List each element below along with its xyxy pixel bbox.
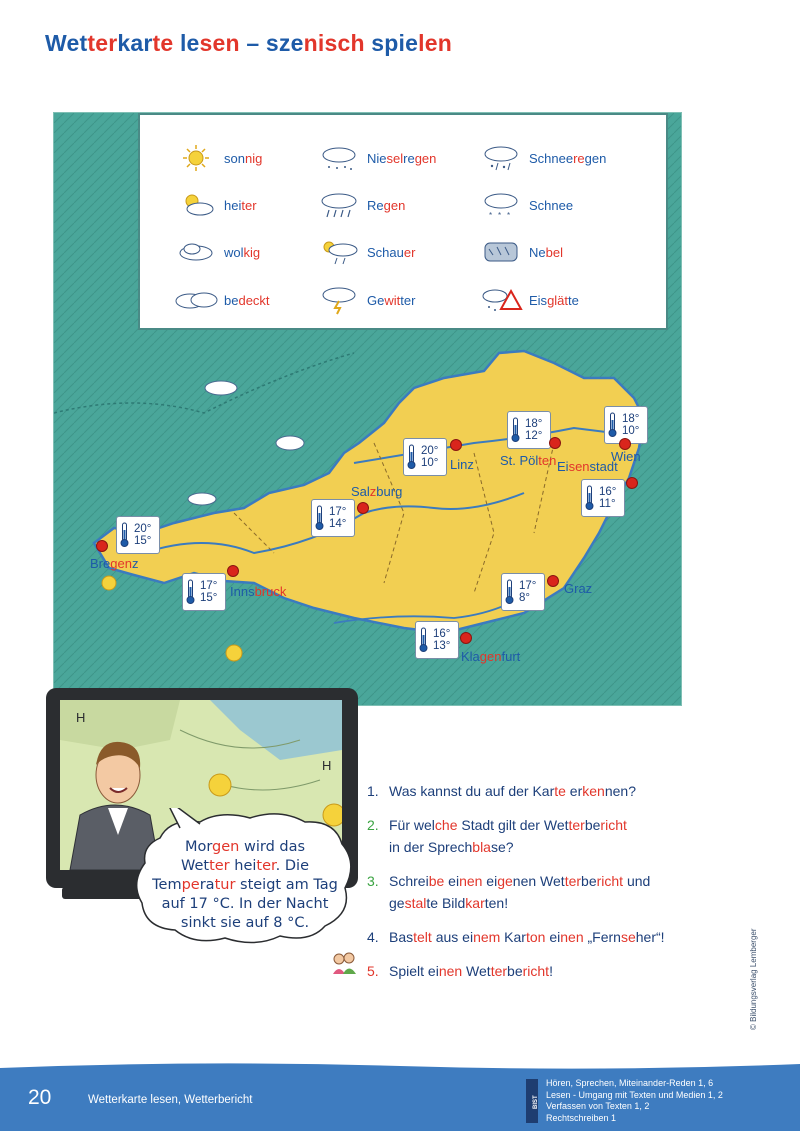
- syllable: nen?: [604, 783, 636, 799]
- syllable: stadt: [589, 459, 618, 474]
- syllable: er: [565, 783, 583, 799]
- temperature-values: [134, 523, 151, 547]
- syllable-highlight: gen: [383, 197, 406, 213]
- syllable: Schnee: [529, 150, 574, 166]
- syllable-highlight: ten: [538, 453, 557, 468]
- legend-label: [529, 293, 579, 308]
- syllable-highlight: glät: [547, 292, 569, 308]
- bubble-line: [145, 876, 345, 895]
- syllable: z: [131, 556, 139, 571]
- city-marker: [96, 540, 108, 552]
- syllable: gen: [584, 150, 607, 166]
- page-number: 20: [28, 1086, 52, 1109]
- bubble-line: [145, 895, 345, 914]
- syllable: Kla: [461, 649, 480, 664]
- temp-high: 18°: [525, 418, 543, 430]
- temp-low: 15°: [200, 592, 218, 604]
- legend-label: [367, 198, 405, 213]
- syllable: re: [403, 150, 415, 166]
- temp-high: 20°: [421, 445, 439, 457]
- temperature-card: [581, 479, 625, 517]
- syllable: Linz: [450, 457, 474, 472]
- syllable: se?: [490, 839, 514, 855]
- legend-item: [172, 285, 270, 315]
- syllable-highlight: ter: [568, 817, 585, 833]
- city-marker: [547, 575, 559, 587]
- temp-low: 14°: [329, 518, 347, 530]
- temp-high: 17°: [519, 580, 537, 592]
- syllable-highlight: richt: [522, 963, 550, 979]
- thunderstorm-icon: [315, 285, 363, 315]
- speech-bubble-text: [145, 838, 345, 933]
- temperature-card: [501, 573, 545, 611]
- temperature-values: [329, 506, 346, 530]
- task-line: [367, 892, 717, 914]
- syllable: Nie: [367, 150, 387, 166]
- competency-item: Verfassen von Texten 1, 2: [546, 1101, 650, 1111]
- syllable: be: [507, 963, 523, 979]
- legend-item: [172, 190, 257, 220]
- title-part: len: [418, 30, 452, 56]
- syllable: Ne: [529, 244, 546, 260]
- temperature-values: [421, 445, 438, 469]
- footer-title: Wetterkarte lesen, Wetterbericht: [88, 1094, 253, 1106]
- syllable: furt: [501, 649, 521, 664]
- temperature-values: [622, 413, 639, 437]
- snow-icon: [477, 190, 525, 220]
- temp-low: 12°: [525, 430, 543, 442]
- syllable: und: [623, 873, 651, 889]
- task-item: [367, 926, 717, 948]
- syllable-highlight: nem: [473, 929, 501, 945]
- temperature-card: [403, 438, 447, 476]
- thermometer-icon: [608, 412, 617, 438]
- ice-warning-icon: [477, 285, 525, 315]
- syllable: ei: [482, 873, 498, 889]
- partly-sunny-icon: [172, 190, 220, 220]
- city-label: [461, 649, 520, 664]
- legend-item: [477, 190, 573, 220]
- city-label: [230, 584, 286, 599]
- city-marker: [626, 477, 638, 489]
- city-label: [351, 484, 402, 499]
- syllable-highlight: bel: [545, 244, 563, 260]
- temperature-card: [182, 573, 226, 611]
- title-part: nisch: [303, 30, 365, 56]
- temperature-card: [116, 516, 160, 554]
- syllable: Für wel: [389, 817, 435, 833]
- legend-label: [367, 245, 415, 260]
- legend-item: [477, 237, 563, 267]
- syllable: te: [568, 292, 579, 308]
- syllable: Mor: [184, 839, 213, 855]
- syllable: Bas: [389, 929, 414, 945]
- legend-item: [315, 237, 415, 267]
- legend-item: [315, 143, 436, 173]
- syllable: ei: [444, 873, 460, 889]
- syllable-highlight: deckt: [238, 292, 270, 308]
- syllable: in der Sprech: [389, 839, 473, 855]
- temp-high: 17°: [329, 506, 347, 518]
- title-part: Wet: [45, 30, 88, 56]
- thermometer-icon: [505, 579, 514, 605]
- syllable: St. Pöl: [500, 453, 539, 468]
- copyright-note: © Bildungsverlag Lemberger: [749, 928, 758, 1030]
- bist-badge: BIST: [526, 1079, 538, 1123]
- syllable: Schrei: [389, 873, 429, 889]
- task-line: [367, 926, 717, 948]
- syllable-highlight: sel: [386, 150, 404, 166]
- city-marker: [227, 565, 239, 577]
- temperature-values: [525, 418, 542, 442]
- high-pressure-label: H: [322, 758, 332, 773]
- syllable: ra: [199, 877, 215, 893]
- syllable: Wien: [611, 449, 641, 464]
- syllable-highlight: che: [434, 817, 458, 833]
- legend-item: [172, 237, 260, 267]
- city-label: [557, 459, 618, 474]
- thermometer-icon: [585, 485, 594, 511]
- task-item: [367, 814, 717, 858]
- syllable-highlight: telt: [413, 929, 432, 945]
- competency-list: [546, 1078, 723, 1124]
- syllable: ei: [545, 929, 561, 945]
- legend-item: [477, 285, 579, 315]
- city-label: [450, 457, 474, 472]
- syllable-highlight: be: [428, 873, 445, 889]
- thermometer-icon: [315, 505, 324, 531]
- city-marker: [450, 439, 462, 451]
- temp-low: 8°: [519, 592, 530, 604]
- syllable: Wet: [180, 858, 210, 874]
- syllable: be: [584, 817, 601, 833]
- legend-label: [224, 293, 270, 308]
- sun-icon: [172, 143, 220, 173]
- temp-low: 10°: [421, 457, 439, 469]
- city-label: [90, 556, 138, 571]
- temperature-values: [433, 628, 450, 652]
- temp-high: 17°: [200, 580, 218, 592]
- syllable-highlight: nen: [459, 873, 483, 889]
- task-number: 4.: [367, 929, 379, 945]
- task-item: [367, 870, 717, 914]
- syllable: hei: [229, 858, 257, 874]
- children-icon: [330, 950, 358, 976]
- legend-label: [224, 198, 257, 213]
- syllable: Sal: [351, 484, 370, 499]
- task-line: [367, 960, 717, 982]
- legend-label: [529, 198, 573, 213]
- rain-icon: [315, 190, 363, 220]
- title-part: kar: [117, 30, 153, 56]
- legend-label: [224, 151, 262, 166]
- legend-item: [315, 285, 415, 315]
- cloud-icon: [172, 237, 220, 267]
- legend-label: [367, 293, 415, 308]
- thermometer-icon: [407, 444, 416, 470]
- syllable-highlight: ter: [490, 963, 508, 979]
- bubble-line: [145, 914, 345, 933]
- competency-item: Rechtschreiben 1: [546, 1112, 617, 1123]
- syllable-highlight: gen: [414, 150, 437, 166]
- syllable-highlight: z: [369, 484, 377, 499]
- syllable: auf 17 °C. In der Nacht: [161, 896, 329, 912]
- syllable-highlight: richt: [596, 873, 624, 889]
- weather-legend: [138, 113, 668, 330]
- syllable: be: [224, 292, 239, 308]
- syllable-highlight: gen: [110, 556, 132, 571]
- bubble-line: [145, 838, 345, 857]
- syllable: wol: [224, 244, 244, 260]
- syllable-highlight: se: [620, 929, 636, 945]
- syllable: son: [224, 150, 245, 166]
- temp-low: 10°: [622, 425, 640, 437]
- syllable: Ei: [557, 459, 569, 474]
- temperature-card: [415, 621, 459, 659]
- temp-high: 16°: [599, 486, 617, 498]
- syllable: wird das: [239, 839, 306, 855]
- syllable-highlight: wit: [384, 292, 401, 308]
- syllable-highlight: kar: [465, 895, 485, 911]
- legend-label: [224, 245, 260, 260]
- overcast-icon: [172, 285, 220, 315]
- thermometer-icon: [186, 579, 195, 605]
- legend-item: [315, 190, 405, 220]
- syllable-highlight: pe: [181, 877, 200, 893]
- syllable: burg: [376, 484, 403, 499]
- task-item: [367, 960, 717, 982]
- syllable: Graz: [564, 581, 593, 596]
- svg-text:*: *: [489, 211, 493, 220]
- temperature-values: [519, 580, 536, 604]
- syllable: nen Wet: [512, 873, 565, 889]
- syllable: ter: [400, 292, 416, 308]
- syllable-highlight: ter: [564, 873, 582, 889]
- title-part: sen: [199, 30, 240, 56]
- syllable: aus ei: [431, 929, 474, 945]
- syllable: her“!: [635, 929, 665, 945]
- legend-label: [367, 151, 436, 166]
- legend-item: [172, 143, 262, 173]
- temp-high: 16°: [433, 628, 451, 640]
- syllable: Schau: [367, 244, 404, 260]
- high-pressure-label: H: [76, 710, 86, 725]
- fog-icon: [477, 237, 525, 267]
- syllable-highlight: stal: [404, 895, 427, 911]
- thermometer-icon: [419, 627, 428, 653]
- title-part: spie: [364, 30, 419, 56]
- syllable: hei: [224, 197, 242, 213]
- syllable-highlight: bruck: [254, 584, 287, 599]
- sleet-icon: [477, 143, 525, 173]
- syllable-highlight: nen: [560, 929, 584, 945]
- syllable-highlight: ter: [241, 197, 257, 213]
- syllable: Re: [367, 197, 384, 213]
- task-line: [367, 780, 717, 802]
- syllable: Ge: [367, 292, 385, 308]
- syllable: Tem: [152, 877, 182, 893]
- temp-high: 20°: [134, 523, 152, 535]
- competency-item: Lesen - Umgang mit Texten und Medien 1, 2: [546, 1089, 723, 1100]
- title-part: te: [152, 30, 174, 56]
- syllable: be: [581, 873, 597, 889]
- task-item: [367, 780, 717, 802]
- syllable-highlight: ter: [256, 858, 276, 874]
- syllable: sinkt sie auf 8 °C.: [180, 915, 310, 931]
- syllable: steigt am Tag: [235, 877, 338, 893]
- syllable: !: [549, 963, 553, 979]
- temp-low: 15°: [134, 535, 152, 547]
- syllable-highlight: gen: [212, 839, 240, 855]
- competency-item: Hören, Sprechen, Miteinander-Reden 1, 6: [546, 1078, 714, 1088]
- temperature-card: [311, 499, 355, 537]
- syllable: te Bild: [426, 895, 466, 911]
- syllable: Schnee: [529, 197, 574, 213]
- syllable-highlight: gen: [479, 649, 502, 664]
- syllable-highlight: nen: [438, 963, 463, 979]
- temperature-card: [507, 411, 551, 449]
- syllable-highlight: ton: [525, 929, 546, 945]
- task-line: [367, 836, 717, 858]
- thermometer-icon: [120, 522, 129, 548]
- syllable-highlight: re: [573, 150, 585, 166]
- task-line: [367, 870, 717, 892]
- legend-label: [529, 245, 563, 260]
- syllable-highlight: nig: [244, 150, 263, 166]
- task-number: 1.: [367, 783, 379, 799]
- syllable: Spielt ei: [389, 963, 439, 979]
- title-part: – sze: [239, 30, 304, 56]
- thermometer-icon: [511, 417, 520, 443]
- syllable: Bre: [90, 556, 111, 571]
- syllable: ten!: [484, 895, 509, 911]
- task-number: 5.: [367, 963, 379, 979]
- temp-high: 18°: [622, 413, 640, 425]
- syllable: Eis: [529, 292, 548, 308]
- syllable: „Fern: [583, 929, 621, 945]
- syllable: Inns: [230, 584, 255, 599]
- syllable-highlight: kig: [243, 244, 261, 260]
- syllable-highlight: er: [403, 244, 416, 260]
- city-marker: [357, 502, 369, 514]
- title-part: ter: [87, 30, 118, 56]
- syllable-highlight: ken: [582, 783, 605, 799]
- syllable: Was kannst du auf der Kar: [389, 783, 555, 799]
- legend-label: [529, 151, 606, 166]
- syllable: . Die: [275, 858, 309, 874]
- svg-text:*: *: [507, 211, 511, 220]
- title-part: le: [173, 30, 200, 56]
- syllable-highlight: ge: [497, 873, 513, 889]
- legend-item: [477, 143, 606, 173]
- syllable-highlight: richt: [600, 817, 627, 833]
- syllable-highlight: tur: [214, 877, 236, 893]
- syllable-highlight: te: [554, 783, 566, 799]
- city-marker: [549, 437, 561, 449]
- city-label: [564, 581, 592, 596]
- syllable-highlight: sen: [568, 459, 590, 474]
- temperature-values: [599, 486, 616, 510]
- temperature-values: [200, 580, 217, 604]
- task-number: 3.: [367, 873, 379, 889]
- syllable: ge: [389, 895, 405, 911]
- temp-low: 13°: [433, 640, 451, 652]
- page-title: [45, 30, 452, 57]
- shower-icon: [315, 237, 363, 267]
- syllable: Wet: [462, 963, 491, 979]
- city-marker: [460, 632, 472, 644]
- syllable-highlight: ter: [209, 858, 230, 874]
- bubble-line: [145, 857, 345, 876]
- city-label: [500, 453, 556, 468]
- temp-low: 11°: [599, 498, 616, 510]
- task-number: 2.: [367, 817, 379, 833]
- svg-text:*: *: [498, 211, 502, 220]
- task-line: [367, 814, 717, 836]
- syllable: Kar: [500, 929, 526, 945]
- drizzle-icon: [315, 143, 363, 173]
- syllable: Stadt gilt der Wet: [457, 817, 569, 833]
- syllable-highlight: bla: [472, 839, 491, 855]
